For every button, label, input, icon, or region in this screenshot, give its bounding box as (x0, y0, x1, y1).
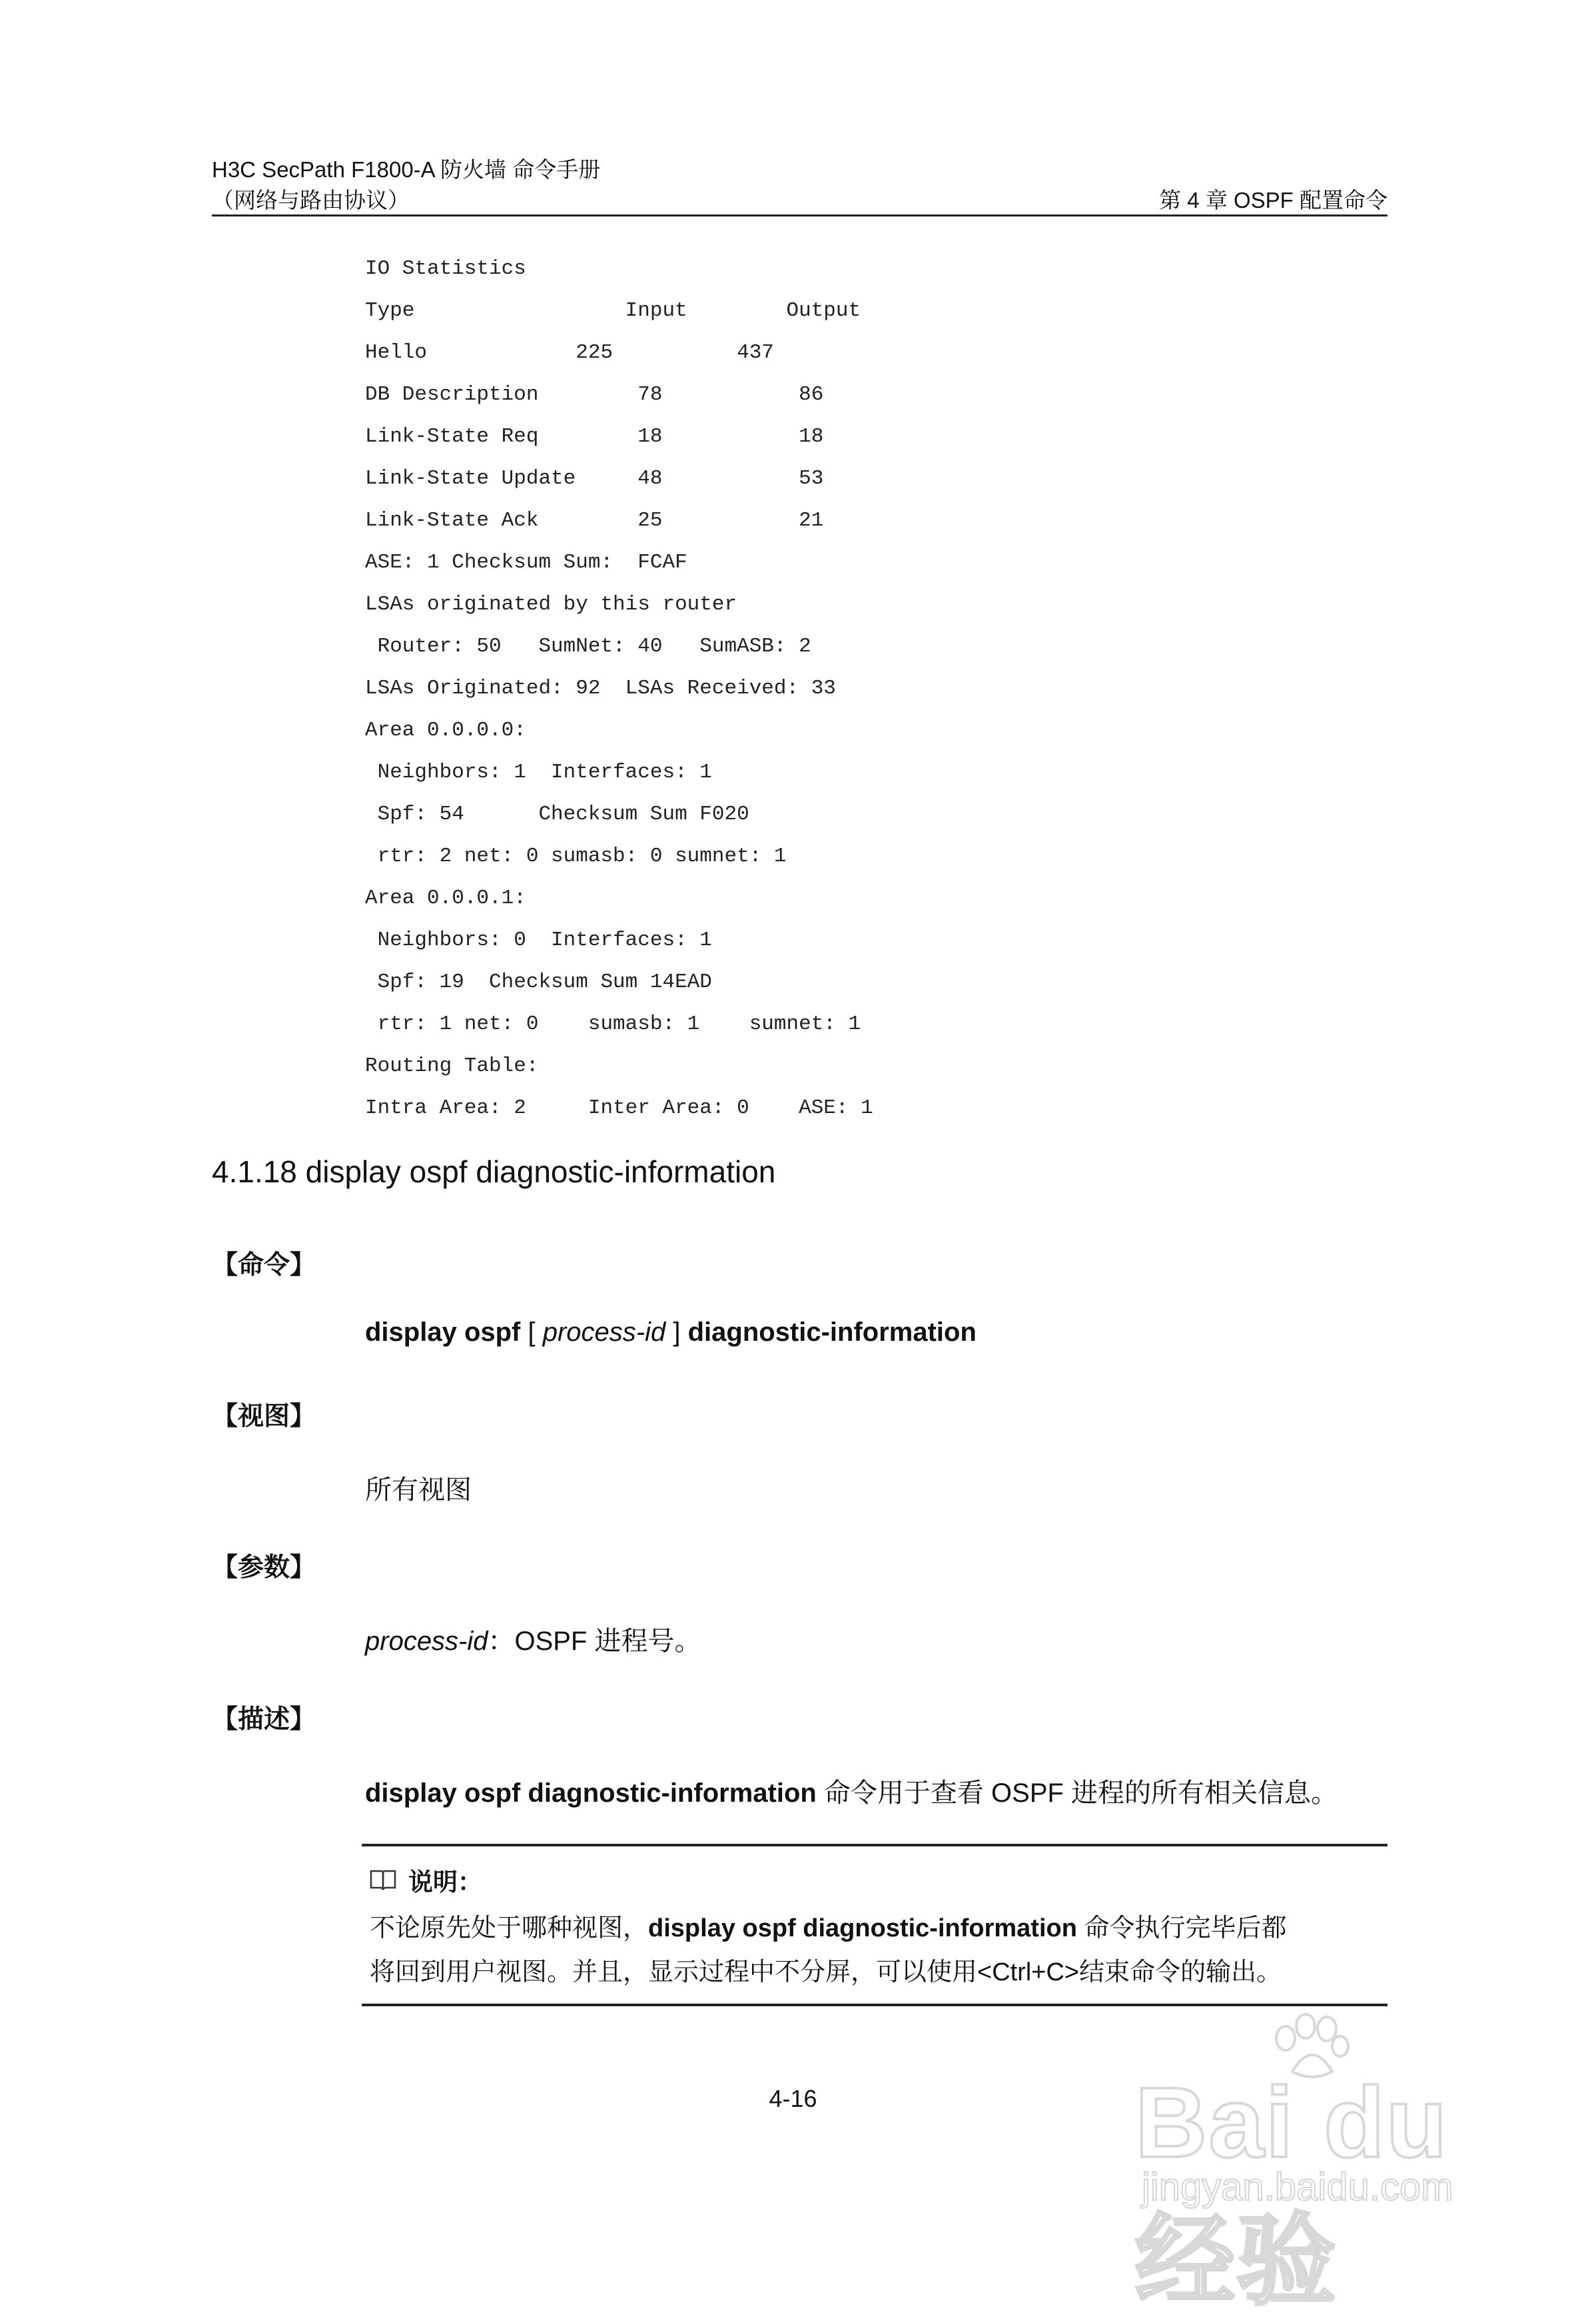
code-line: rtr: 2 net: 0 sumasb: 0 sumnet: 1 (365, 845, 787, 868)
code-line: Hello 225 437 (365, 341, 774, 364)
code-line: DB Description 78 86 (365, 383, 824, 406)
code-line: LSAs originated by this router (365, 593, 737, 616)
code-line: Neighbors: 0 Interfaces: 1 (365, 929, 712, 952)
note-top-rule (362, 1844, 1388, 1846)
note-title (370, 1862, 482, 1898)
bracket-close: ] (665, 1318, 688, 1347)
code-line: LSAs Originated: 92 LSAs Received: 33 (365, 677, 836, 700)
code-line: IO Statistics (365, 257, 526, 280)
command-label: 【命令】 (212, 1251, 316, 1280)
section-heading: 4.1.18 display ospf diagnostic-information (212, 1154, 776, 1189)
note-bottom-rule (362, 2004, 1388, 2006)
note-command: display ospf diagnostic-information (648, 1914, 1077, 1942)
code-line: Intra Area: 2 Inter Area: 0 ASE: 1 (365, 1096, 873, 1120)
note-line-1a: 不论原先处于哪种视图， (370, 1914, 649, 1942)
code-line: rtr: 1 net: 0 sumasb: 1 sumnet: 1 (365, 1012, 861, 1036)
description-text (365, 1772, 1338, 1810)
param-desc: ：OSPF 进程号。 (488, 1627, 701, 1656)
note-line-1c: 命令执行完毕后都 (1076, 1914, 1287, 1942)
code-line: Area 0.0.0.1: (365, 887, 526, 910)
baidu-watermark (1126, 2012, 1499, 2317)
code-line: Routing Table: (365, 1054, 539, 1078)
watermark-brand: Bai du 经验 (1135, 2066, 1449, 2317)
code-line: Spf: 19 Checksum Sum 14EAD (365, 970, 712, 994)
params-label: 【参数】 (212, 1553, 316, 1582)
code-line: Area 0.0.0.0: (365, 719, 526, 742)
param-name: process-id (365, 1627, 488, 1656)
page-number: 4-16 (769, 2085, 817, 2112)
param-text (365, 1620, 701, 1658)
note-title-text: 说明： (408, 1868, 482, 1896)
page-header (212, 155, 1388, 216)
code-line: Spf: 54 Checksum Sum F020 (365, 803, 749, 826)
code-line: Neighbors: 1 Interfaces: 1 (365, 761, 712, 784)
command-keyword-2: diagnostic-information (687, 1318, 977, 1347)
description-command: display ospf diagnostic-information (365, 1778, 817, 1808)
view-text: 所有视图 (365, 1475, 472, 1505)
code-line: Link-State Ack 25 21 (365, 509, 824, 532)
code-output-block (365, 248, 873, 1129)
note-line-2: 将回到用户视图。并且，显示过程中不分屏，可以使用<Ctrl+C>结束命令的输出。 (370, 1958, 1282, 1986)
code-line: Router: 50 SumNet: 40 SumASB: 2 (365, 635, 811, 658)
code-line: ASE: 1 Checksum Sum: FCAF (365, 551, 687, 574)
book-icon (370, 1868, 396, 1891)
chapter-title: 第 4 章 OSPF 配置命令 (1159, 188, 1388, 212)
note-body (370, 1906, 1389, 1994)
manual-title: H3C SecPath F1800-A 防火墙 命令手册 (212, 157, 601, 182)
bracket-open: [ (520, 1318, 543, 1347)
description-label: 【描述】 (212, 1705, 316, 1734)
code-line: Type Input Output (365, 299, 861, 322)
header-divider (212, 214, 1388, 216)
command-param: process-id (542, 1318, 666, 1347)
command-syntax (365, 1318, 977, 1348)
code-line: Link-State Update 48 53 (365, 467, 824, 490)
watermark-url: jingyan.baidu.com (1142, 2165, 1453, 2209)
note-line-1 (370, 1906, 1389, 1950)
code-line: Link-State Req 18 18 (365, 425, 824, 448)
command-keyword: display ospf (365, 1318, 521, 1347)
description-body: 命令用于查看 OSPF 进程的所有相关信息。 (816, 1778, 1338, 1808)
manual-subtitle: （网络与路由协议） (212, 188, 410, 212)
view-label: 【视图】 (212, 1402, 316, 1431)
